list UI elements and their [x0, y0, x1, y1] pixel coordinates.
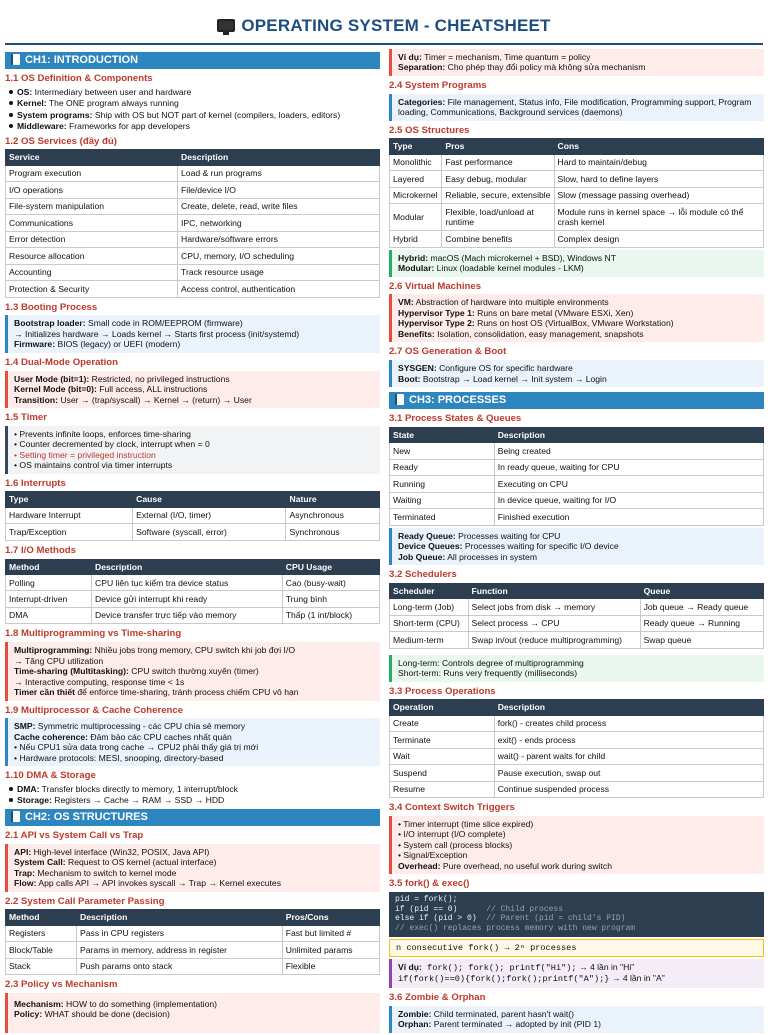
table-row: Modular Flexible, load/unload at runtime Module runs in kernel space → lỗi module có thể crash kernel [390, 204, 764, 231]
monitor-icon [217, 19, 235, 32]
fork-example-box: Ví dụ: fork(); fork(); printf("Hi"); → 4 lần in "Hi" if(fork()==0){fork();fork();printf("A");} → 4 lần in "A" [389, 959, 764, 988]
chapter-title: CH3: PROCESSES [409, 394, 507, 407]
table-row: Trap/Exception Software (syscall, error) Synchronous [6, 524, 380, 540]
section-title: 2.7 OS Generation & Boot [389, 346, 507, 358]
table-row: Running Executing on CPU [390, 476, 764, 492]
section-title: 1.2 OS Services (đầy đủ) [5, 135, 117, 147]
multiprocessor-box: SMP: Symmetric multiprocessing - các CPU chia sẻ memory Cache coherence: Đảm bảo các CPU caches nhất quán • Nếu CPU1 sửa data trong cache → CPU2 phải thấy giá trị mới • Hardware protocols: MESI, snooping, directory-based [5, 718, 380, 766]
table-row: File-system manipulation Create, delete, read, write files [6, 198, 380, 214]
section-title: 3.1 Process States & Queues [389, 413, 522, 425]
table-row: I/O operations File/device I/O [6, 182, 380, 198]
list-item: Kernel: The ONE program always running [9, 98, 380, 108]
chapter-header-1 [5, 52, 380, 69]
io-methods-table: Method Description CPU Usage Polling CPU liên tục kiểm tra device status Cao (busy-wait) Interrupt-driven Device gửi interrupt khi ready Trung bình DMA Device transfer trực tiếp vào memory Thấp (1 int/block) [5, 559, 380, 625]
table-row: Monolithic Fast performance Hard to maintain/debug [390, 154, 764, 170]
table-row: Ready In ready queue, waiting for CPU [390, 459, 764, 475]
section-title: 1.1 OS Definition & Components [5, 73, 153, 84]
virtual-machines-box: VM: Abstraction of hardware into multiple environments Hypervisor Type 1: Runs on bare metal (VMware ESXi, Xen) Hypervisor Type 2: Runs on host OS (VirtualBox, VMware Workstation) Benefits: Isolation, consolidation, easy management, snapshots [389, 294, 764, 342]
process-states-table: State Description New Being created Ready In ready queue, waiting for CPU Running Executing on CPU Waiting In device queue, waiting for I/O Terminated Finished execution [389, 427, 764, 526]
table-row: Hybrid Combine benefits Complex design [390, 231, 764, 247]
chapter-header-3 [389, 392, 764, 409]
table-row: DMA Device transfer trực tiếp vào memory Thấp (1 int/block) [6, 607, 380, 623]
table-row: Communications IPC, networking [6, 215, 380, 231]
table-row: Wait wait() - parent waits for child [390, 748, 764, 764]
table-row: Create fork() - creates child process [390, 715, 764, 731]
section-title: 3.5 fork() & exec() [389, 878, 470, 890]
api-syscall-box: API: High-level interface (Win32, POSIX, Java API) System Call: Request to OS kernel (actual interface) Trap: Mechanism to switch to kernel mode Flow: App calls API → API invokes syscall → Trap → Kernel executes [5, 844, 380, 892]
table-header-row: Service Description [6, 150, 380, 165]
page-title-text: OPERATING SYSTEM - CHEATSHEET [241, 16, 551, 35]
chapter-title: CH1: INTRODUCTION [25, 54, 139, 66]
table-row: Accounting Track resource usage [6, 264, 380, 280]
table-row: Layered Easy debug, modular Slow, hard to define layers [390, 171, 764, 187]
section-title: 2.6 Virtual Machines [389, 280, 482, 292]
chapter-title: CH2: OS STRUCTURES [25, 810, 148, 823]
list-item: Storage: Registers → Cache → RAM → SSD → HDD [9, 795, 380, 805]
page-title [0, 16, 768, 37]
policy-example-box: Ví dụ: Timer = mechanism, Time quantum = policy Separation: Cho phép thay đổi policy mà không sửa mechanism [389, 49, 764, 76]
table-row: Long-term (Job) Select jobs from disk → memory Job queue → Ready queue [390, 599, 764, 615]
section-title: 2.5 OS Structures [389, 124, 470, 136]
list-item: Middleware: Frameworks for app developers [9, 121, 380, 131]
section-title: 1.6 Interrupts [5, 477, 66, 489]
table-row: Block/Table Params in memory, address in register Unlimited params [6, 942, 380, 958]
section-title: 1.7 I/O Methods [5, 544, 76, 556]
section-title: 2.4 System Programs [389, 79, 487, 91]
policy-mechanism-box: Mechanism: HOW to do something (implementation) Policy: WHAT should be done (decision) [5, 993, 380, 1033]
table-row: Terminated Finished execution [390, 509, 764, 525]
param-passing-table: Method Description Pros/Cons Registers Pass in CPU registers Fast but limited # Block/Table Params in memory, address in register Unlimited params Stack Push params onto stack Flexible [5, 909, 380, 975]
system-programs-box: Categories: File management, Status info, File modification, Programming support, Program loading, Communications, Background services (daemons) [389, 94, 764, 121]
fork-code-block: pid = fork(); if (pid == 0) // Child process else if (pid > 0) // Parent (pid = child's PID) // exec() replaces process memory with new program [389, 892, 764, 936]
dma-list [5, 784, 380, 806]
schedulers-table: Scheduler Function Queue Long-term (Job) Select jobs from disk → memory Job queue → Ready queue Short-term (CPU) Select process → CPU Ready queue → Running Medium-term Swap in/out (reduce multiprogramming) Swap queue [389, 583, 764, 649]
table-row: Interrupt-driven Device gửi interrupt khi ready Trung bình [6, 591, 380, 607]
section-title: 2.2 System Call Parameter Passing [5, 895, 165, 907]
list-item: OS: Intermediary between user and hardware [9, 87, 380, 97]
scheduler-notes-box: Long-term: Controls degree of multiprogramming Short-term: Runs very frequently (milliseconds) [389, 655, 764, 682]
table-row: Hardware Interrupt External (I/O, timer) Asynchronous [6, 507, 380, 523]
book-icon [11, 811, 20, 822]
table-row: Microkernel Reliable, secure, extensible Slow (message passing overhead) [390, 187, 764, 203]
table-row: Medium-term Swap in/out (reduce multiprogramming) Swap queue [390, 632, 764, 648]
table-row: Polling CPU liên tục kiểm tra device status Cao (busy-wait) [6, 575, 380, 591]
table-row: Protection & Security Access control, authentication [6, 281, 380, 297]
os-structures-table: Type Pros Cons Monolithic Fast performance Hard to maintain/debug Layered Easy debug, modular Slow, hard to define layers Microkernel Reliable, secure, extensible Slow (message passing overhead) Modular Flexible, load/unload at runtime Module runs in kernel space → lỗi module có thể crash kernel Hybrid Combine benefits Complex design [389, 138, 764, 247]
right-column [389, 47, 764, 1035]
title-divider [5, 43, 763, 45]
chapter-header-2 [5, 809, 380, 826]
section-title: 1.10 DMA & Storage [5, 770, 96, 782]
table-row: Short-term (CPU) Select process → CPU Ready queue → Running [390, 615, 764, 631]
section-title: 1.8 Multiprogramming vs Time-sharing [5, 628, 182, 640]
process-ops-table: Operation Description Create fork() - creates child process Terminate exit() - ends process Wait wait() - parent waits for child Suspend Pause execution, swap out Resume Continue suspended process [389, 699, 764, 798]
table-row: Stack Push params onto stack Flexible [6, 958, 380, 974]
book-icon [395, 394, 404, 405]
left-column [5, 49, 380, 1035]
table-row: Error detection Hardware/software errors [6, 231, 380, 247]
section-title: 3.3 Process Operations [389, 685, 496, 697]
section-title: 3.2 Schedulers [389, 569, 457, 581]
table-row: Terminate exit() - ends process [390, 732, 764, 748]
section-title: 1.5 Timer [5, 412, 47, 424]
zombie-orphan-box: Zombie: Child terminated, parent hasn't wait() Orphan: Parent terminated → adopted by init (PID 1) [389, 1006, 764, 1033]
timer-box: • Prevents infinite loops, enforces time-sharing • Counter decremented by clock, interrupt when = 0 • Setting timer = privileged instruction • OS maintains control via timer interrupts [5, 426, 380, 474]
multiprogramming-box: Multiprogramming: Nhiều jobs trong memory, CPU switch khi job đợi I/O → Tăng CPU utilization Time-sharing (Multitasking): CPU switch thường xuyên (timer) → Interactive computing, response time < 1s Timer cần thiết để enforce time-sharing, tránh process chiếm CPU vô hạn [5, 642, 380, 700]
table-row: New Being created [390, 443, 764, 459]
table-row: Suspend Pause execution, swap out [390, 765, 764, 781]
section-title: 3.4 Context Switch Triggers [389, 802, 515, 814]
table-row: Resume Continue suspended process [390, 781, 764, 797]
context-switch-box: • Timer interrupt (time slice expired) • I/O interrupt (I/O complete) • System call (process blocks) • Signal/Exception Overhead: Pure overhead, no useful work during switch [389, 816, 764, 874]
section-title: 1.9 Multiprocessor & Cache Coherence [5, 704, 184, 716]
table-row: Resource allocation CPU, memory, I/O scheduling [6, 248, 380, 264]
section-title: 2.3 Policy vs Mechanism [5, 979, 118, 991]
dual-mode-box: User Mode (bit=1): Restricted, no privileged instructions Kernel Mode (bit=0): Full access, ALL instructions Transition: User → (trap/syscall) → Kernel → (return) → User [5, 371, 380, 408]
os-services-table [5, 149, 380, 297]
table-row: Waiting In device queue, waiting for I/O [390, 492, 764, 508]
booting-box: Bootstrap loader: Small code in ROM/EEPROM (firmware) → Initializes hardware → Loads kernel → Starts first process (init/systemd) Firmware: BIOS (legacy) or UEFI (modern) [5, 315, 380, 352]
interrupts-table: Type Cause Nature Hardware Interrupt External (I/O, timer) Asynchronous Trap/Exception Software (syscall, error) Synchronous [5, 491, 380, 540]
definition-list [5, 87, 380, 132]
section-title: 3.6 Zombie & Orphan [389, 991, 486, 1003]
section-title: 2.1 API vs System Call vs Trap [5, 829, 144, 841]
queues-box: Ready Queue: Processes waiting for CPU Device Queues: Processes waiting for specific I/O device Job Queue: All processes in system [389, 528, 764, 565]
fork-formula-box: n consecutive fork() → 2ⁿ processes [389, 939, 764, 957]
os-examples-box: Hybrid: macOS (Mach microkernel + BSD), Windows NT Modular: Linux (loadable kernel modules - LKM) [389, 250, 764, 277]
list-item: System programs: Ship with OS but NOT part of kernel (compilers, loaders, editors) [9, 110, 380, 120]
table-row: Registers Pass in CPU registers Fast but limited # [6, 925, 380, 941]
book-icon [11, 54, 20, 65]
section-title: 1.3 Booting Process [5, 301, 98, 313]
section-title: 1.4 Dual-Mode Operation [5, 356, 119, 368]
list-item: DMA: Transfer blocks directly to memory, 1 interrupt/block [9, 784, 380, 794]
os-generation-box: SYSGEN: Configure OS for specific hardware Boot: Bootstrap → Load kernel → Init system → Login [389, 360, 764, 387]
table-row: Program execution Load & run programs [6, 165, 380, 181]
